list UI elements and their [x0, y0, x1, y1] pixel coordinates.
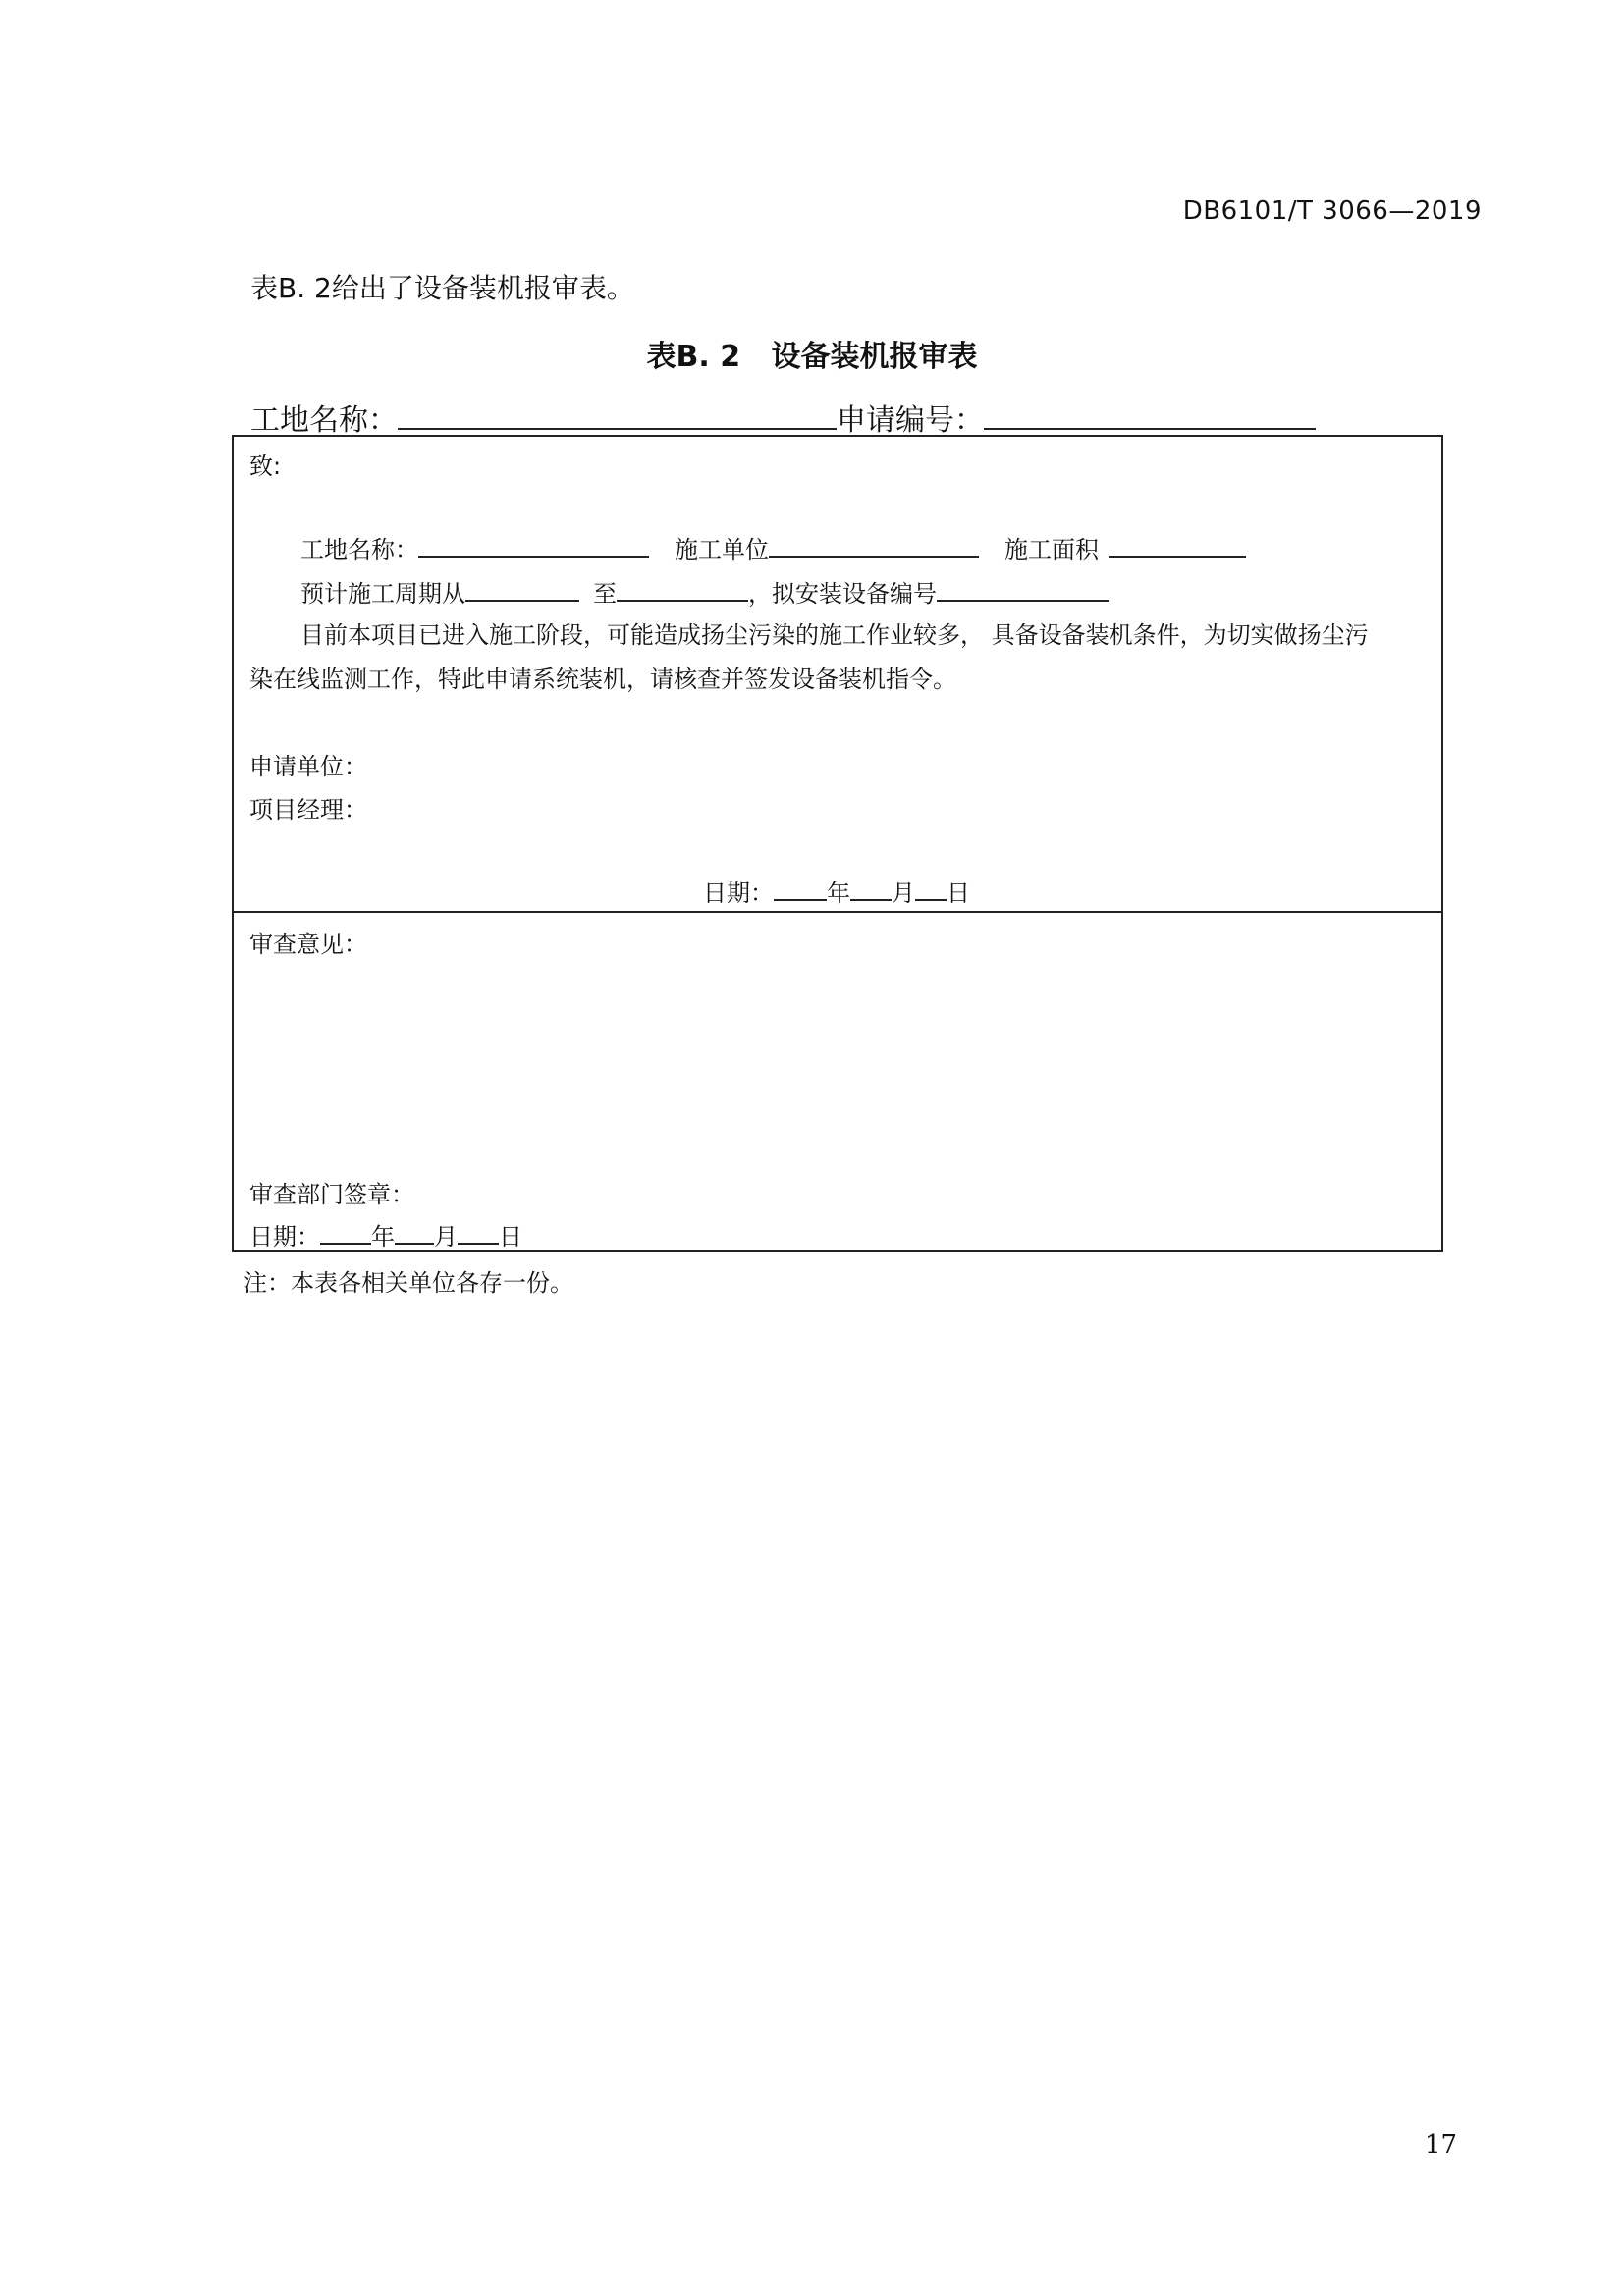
review-department-seal-label: 审查部门签章：	[249, 1181, 414, 1208]
standard-code: DB6101/T 3066—2019	[1182, 196, 1482, 226]
day-blank[interactable]	[915, 880, 947, 901]
form-header	[250, 396, 1316, 439]
construction-unit-blank[interactable]	[769, 536, 979, 558]
device-no-blank[interactable]	[937, 580, 1109, 602]
intro-text: 表B. 2给出了设备装机报审表。	[250, 272, 634, 304]
table-note: 注：本表各相关单位各存一份。	[244, 1269, 573, 1297]
site-info-row	[300, 530, 1246, 564]
day-label: 日	[947, 880, 970, 907]
table-caption: 表B. 2 设备装机报审表	[646, 340, 978, 374]
review-year-label: 年	[371, 1223, 395, 1251]
site-name-label: 工地名称：	[250, 403, 398, 438]
to-label: 致:	[249, 453, 282, 480]
month-blank[interactable]	[850, 880, 892, 901]
period-to-label: 至	[593, 580, 617, 608]
application-no-blank[interactable]	[984, 402, 1316, 430]
review-day-label: 日	[499, 1223, 522, 1251]
review-day-blank[interactable]	[458, 1223, 499, 1245]
project-manager-label: 项目经理：	[249, 796, 367, 824]
body-line-1: 目前本项目已进入施工阶段，可能造成扬尘污染的施工作业较多， 具备设备装机条件，为切实做扬尘污	[300, 621, 1369, 649]
review-date-row	[249, 1217, 522, 1252]
period-from-blank[interactable]	[465, 580, 579, 602]
application-no-label: 申请编号：	[837, 403, 984, 438]
year-blank[interactable]	[774, 880, 827, 901]
review-opinion-label: 审查意见：	[249, 931, 367, 958]
year-label: 年	[827, 880, 850, 907]
review-form-table	[232, 435, 1443, 1252]
applicant-unit-label: 申请单位：	[249, 753, 367, 780]
application-date-row	[703, 874, 970, 908]
site-name-inner-blank[interactable]	[418, 536, 649, 558]
period-to-blank[interactable]	[617, 580, 748, 602]
review-year-blank[interactable]	[320, 1223, 371, 1245]
period-row	[300, 574, 1109, 609]
section-divider	[234, 911, 1441, 913]
construction-unit-label: 施工单位	[675, 536, 769, 563]
review-month-blank[interactable]	[395, 1223, 434, 1245]
site-name-blank[interactable]	[398, 402, 837, 430]
construction-area-blank[interactable]	[1109, 536, 1246, 558]
month-label: 月	[892, 880, 915, 907]
body-line-2: 染在线监测工作，特此申请系统装机，请核查并签发设备装机指令。	[249, 666, 956, 693]
construction-area-label: 施工面积	[1004, 536, 1099, 563]
device-no-label: ，拟安装设备编号	[748, 580, 937, 608]
site-name-label-inner: 工地名称：	[300, 536, 418, 563]
review-date-label: 日期：	[249, 1223, 320, 1251]
date-label: 日期：	[703, 880, 774, 907]
period-from-label: 预计施工周期从	[300, 580, 465, 608]
review-month-label: 月	[434, 1223, 458, 1251]
page-number: 17	[1424, 2130, 1457, 2160]
